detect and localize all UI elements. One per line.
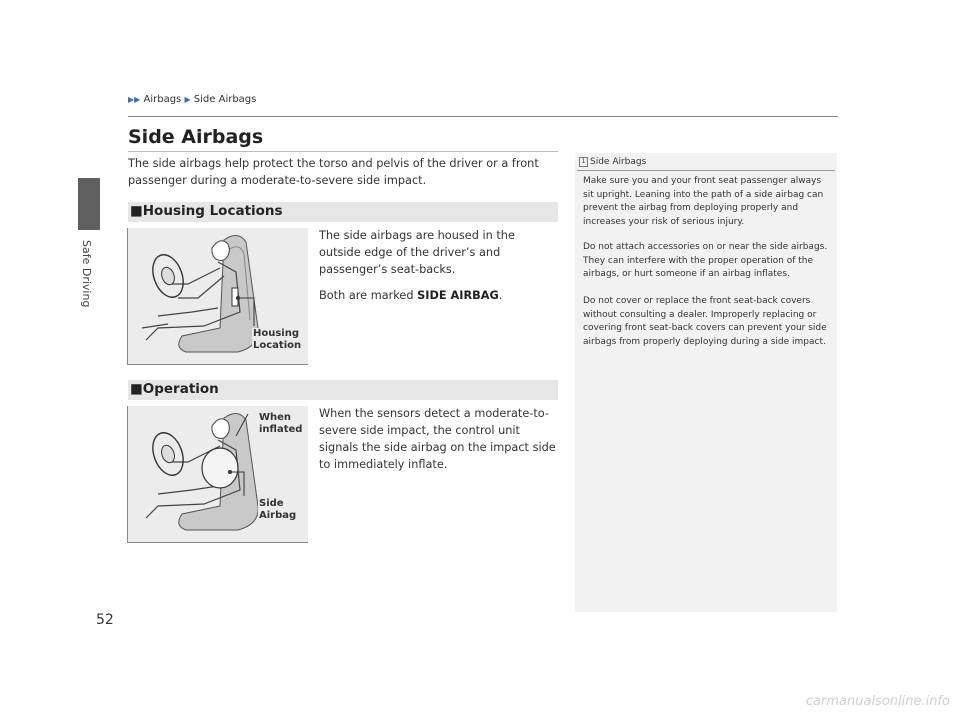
section-side-label: Safe Driving	[80, 240, 93, 308]
header-divider	[128, 116, 838, 117]
housing-marking-prefix: Both are marked	[319, 289, 418, 302]
operation-illustration	[127, 406, 308, 543]
note-divider	[577, 170, 835, 171]
note-paragraph-3: Do not cover or replace the front seat-back covers without consulting a dealer. Improperly replacing or covering front seat-back covers can prevent your side airbags from properly deploying during a side impact.	[583, 296, 827, 347]
side-airbag-marking: SIDE AIRBAG	[417, 289, 499, 302]
housing-marking-text	[319, 287, 559, 304]
operation-header	[128, 380, 558, 400]
note-heading	[579, 157, 646, 167]
housing-locations-text: The side airbags are housed in the outside edge of the driver’s and passenger’s seat-backs.	[319, 229, 515, 276]
intro-paragraph: The side airbags help protect the torso and pelvis of the driver or a front passenger during a moderate-to-severe side impact.	[128, 157, 539, 187]
side-airbag-caption: Side Airbag	[259, 498, 297, 521]
operation-heading: ■Operation	[130, 381, 219, 397]
housing-location-illustration	[127, 228, 308, 365]
section-tab-marker	[78, 178, 100, 230]
housing-locations-header	[128, 202, 558, 222]
breadcrumb-item-side-airbags[interactable]: Side Airbags	[193, 94, 257, 105]
breadcrumb-arrow-icon: ▶▶	[128, 95, 141, 104]
housing-marking-suffix: .	[498, 289, 503, 302]
when-inflated-caption: When inflated	[259, 412, 303, 435]
note-paragraph-1: Make sure you and your front seat passenger always sit upright. Leaning into the path of a side airbag can prevent the airbag from deploying properly and increases your risk of serious injury.	[583, 176, 824, 227]
page-number: 52	[96, 612, 114, 628]
breadcrumb	[128, 94, 256, 105]
breadcrumb-arrow-icon: ▶	[184, 95, 191, 104]
note-title: Side Airbags	[590, 157, 647, 167]
housing-location-caption: Housing Location	[253, 328, 302, 351]
page-title: Side Airbags	[128, 126, 264, 148]
note-number-icon: 1	[579, 157, 588, 167]
note-paragraph-2: Do not attach accessories on or near the side airbags. They can interfere with the proper operation of the airbags, or hurt someone if an airbag inflates.	[583, 242, 828, 279]
footer-watermark[interactable]: carmanualsonline.info	[805, 694, 950, 709]
title-divider	[128, 151, 558, 152]
breadcrumb-item-airbags[interactable]: Airbags	[143, 94, 182, 105]
housing-locations-heading: ■Housing Locations	[130, 203, 283, 219]
side-airbags-note-panel	[575, 153, 837, 612]
operation-text: When the sensors detect a moderate-to-severe side impact, the control unit signals the side airbag on the impact side to immediately inflate.	[319, 407, 556, 471]
